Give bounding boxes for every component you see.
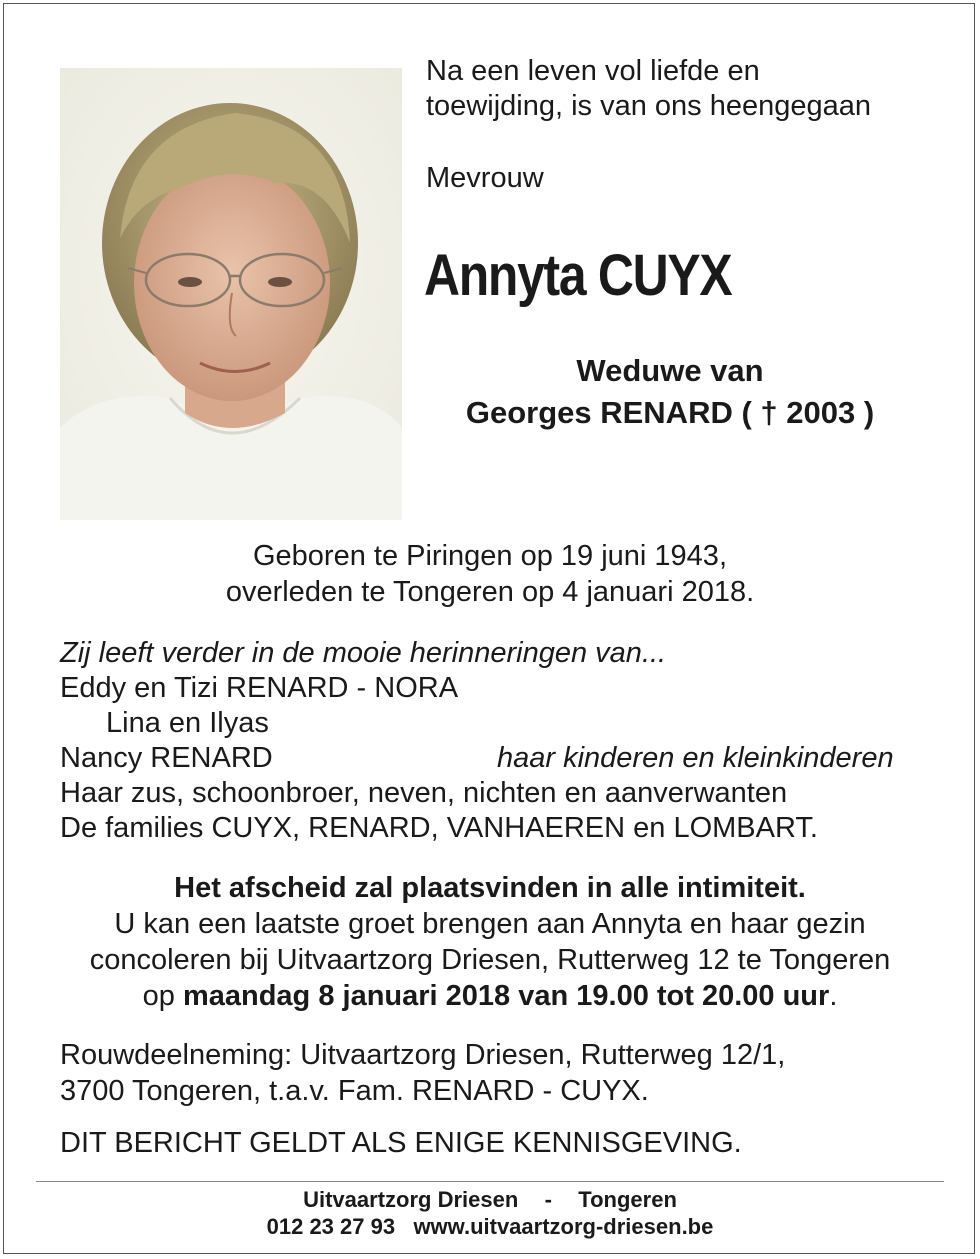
family-member: Nancy RENARD — [60, 742, 273, 774]
spouse-line: Weduwe van — [576, 353, 764, 388]
condolence-line: 3700 Tongeren, t.a.v. Fam. RENARD - CUYX. — [60, 1075, 649, 1107]
ceremony-line: U kan een laatste groet brengen aan Annyta en haar gezin — [114, 908, 866, 940]
intro-text — [426, 54, 871, 124]
footer-separator: - — [544, 1187, 552, 1212]
ceremony-datetime-line — [0, 978, 980, 1014]
spouse-line: Georges RENARD ( † 2003 ) — [465, 395, 875, 430]
family-member: De families CUYX, RENARD, VANHAEREN en LOMBART. — [60, 812, 818, 844]
footer-line-contact — [0, 1213, 980, 1240]
life-dates — [0, 538, 980, 610]
portrait-photo — [60, 68, 402, 520]
family-member: Eddy en Tizi RENARD - NORA — [60, 672, 459, 704]
ceremony-suffix: . — [829, 980, 838, 1012]
footer-city: Tongeren — [578, 1187, 677, 1212]
birth-line: Geboren te Piringen op 19 juni 1943, — [252, 540, 727, 572]
intro-line: Na een leven vol liefde en — [426, 55, 760, 87]
family-list — [60, 636, 894, 846]
spouse-info — [420, 350, 920, 434]
intro-line: toewijding, is van ons heengegaan — [426, 90, 871, 122]
footer-divider — [36, 1181, 944, 1182]
ceremony-prefix: op — [142, 980, 183, 1012]
ceremony-datetime: maandag 8 januari 2018 van 19.00 tot 20.00 uur — [182, 980, 830, 1012]
ceremony-info — [0, 870, 980, 1014]
honorific: Mevrouw — [426, 162, 544, 194]
footer-company: Uitvaartzorg Driesen — [303, 1187, 519, 1212]
footer-phone: 012 23 27 93 — [266, 1214, 396, 1239]
notice-text: DIT BERICHT GELDT ALS ENIGE KENNISGEVING. — [60, 1127, 742, 1159]
family-intro: Zij leeft verder in de mooie herinneringen van... — [60, 637, 667, 669]
family-member-row — [60, 741, 894, 776]
footer-website-link[interactable]: www.uitvaartzorg-driesen.be — [413, 1214, 714, 1239]
family-member: Lina en Ilyas — [106, 707, 269, 739]
death-line: overleden te Tongeren op 4 januari 2018. — [225, 576, 755, 608]
ceremony-heading: Het afscheid zal plaatsvinden in alle intimiteit. — [174, 872, 806, 904]
footer — [0, 1186, 980, 1240]
condolence-address — [60, 1037, 785, 1109]
family-member: Haar zus, schoonbroer, neven, nichten en aanverwanten — [60, 777, 788, 809]
ceremony-line: concoleren bij Uitvaartzorg Driesen, Rutterweg 12 te Tongeren — [89, 944, 891, 976]
deceased-name: Annyta CUYX — [424, 243, 732, 308]
condolence-line: Rouwdeelneming: Uitvaartzorg Driesen, Rutterweg 12/1, — [60, 1039, 786, 1071]
footer-line-company — [0, 1186, 980, 1213]
family-role: haar kinderen en kleinkinderen — [497, 742, 894, 774]
